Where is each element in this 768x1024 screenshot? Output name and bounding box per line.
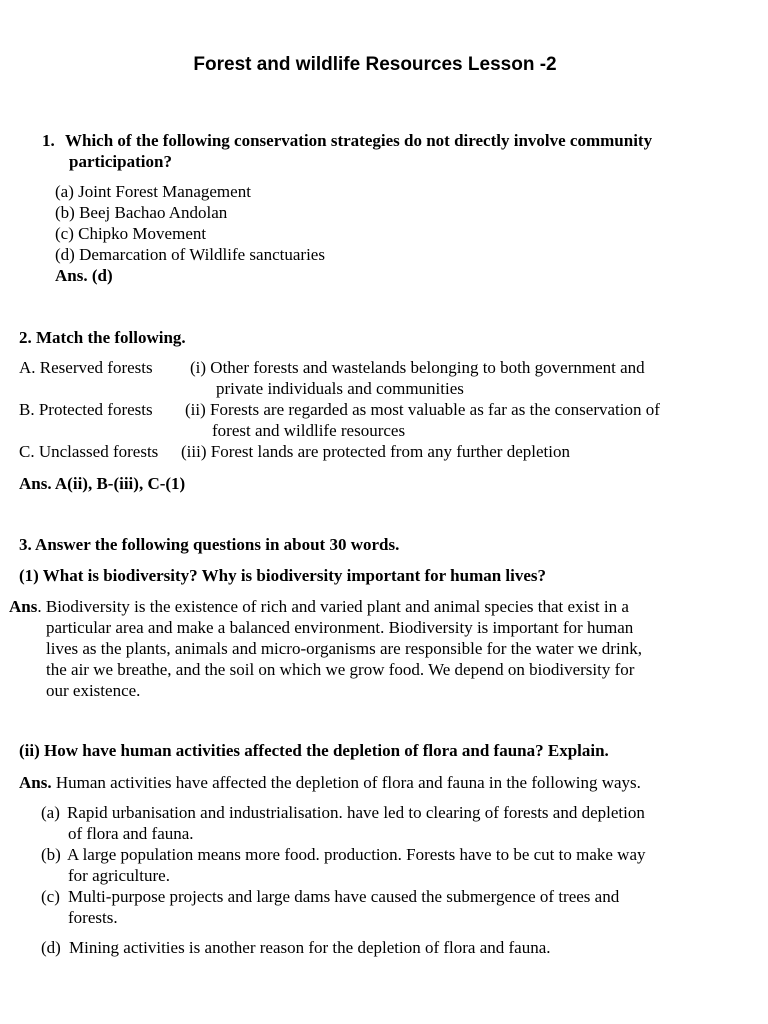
question-1-number: 1. — [42, 131, 55, 150]
point-c-line1: Multi-purpose projects and large dams have caused the submergence of trees and — [68, 887, 620, 906]
option-b: (b) Beej Bachao Andolan — [55, 203, 228, 222]
match-right-i-cont: private individuals and communities — [216, 379, 464, 398]
point-a-label: (a) — [41, 803, 60, 822]
question-2-heading: 2. Match the following. — [19, 328, 186, 347]
sub1-answer-line2: particular area and make a balanced environment. Biodiversity is important for human — [46, 618, 634, 637]
sub2-answer-intro — [19, 772, 641, 793]
match-right-ii: (ii) Forests are regarded as most valuable as far as the conservation of — [185, 400, 660, 419]
point-b-label: (b) — [41, 845, 61, 864]
answer-label: Ans — [9, 597, 38, 616]
page-title: Forest and wildlife Resources Lesson -2 — [193, 54, 557, 75]
question-1-text-line2: participation? — [69, 152, 172, 171]
sub1-answer-line1 — [9, 596, 629, 617]
question-2-answer: Ans. A(ii), B-(iii), C-(1) — [19, 474, 186, 493]
question-3-heading: 3. Answer the following questions in about 30 words. — [19, 535, 400, 554]
answer-text: . Biodiversity is the existence of rich and varied plant and animal species that exist in a — [37, 597, 629, 616]
sub1-answer-line5: our existence. — [46, 681, 141, 700]
option-c: (c) Chipko Movement — [55, 224, 207, 243]
question-3-sub2: (ii) How have human activities affected the depletion of flora and fauna? Explain. — [19, 741, 609, 760]
point-d-label: (d) — [41, 938, 61, 957]
answer-label: Ans. — [19, 773, 52, 792]
question-1-text-line1: Which of the following conservation strategies do not directly involve community — [65, 131, 653, 150]
sub1-answer-line4: the air we breathe, and the soil on which we grow food. We depend on biodiversity for — [46, 660, 635, 679]
point-c-label: (c) — [41, 887, 60, 906]
option-d: (d) Demarcation of Wildlife sanctuaries — [55, 245, 325, 264]
point-d-line1: Mining activities is another reason for the depletion of flora and fauna. — [69, 938, 551, 957]
option-a: (a) Joint Forest Management — [55, 182, 251, 201]
point-c-line2: forests. — [68, 908, 118, 927]
question-1-answer: Ans. (d) — [55, 266, 113, 285]
answer-text: Human activities have affected the depletion of flora and fauna in the following ways. — [51, 773, 641, 792]
point-a-line1: Rapid urbanisation and industrialisation. have led to clearing of forests and depletion — [67, 803, 645, 822]
point-b-line2: for agriculture. — [68, 866, 170, 885]
match-left-c: C. Unclassed forests — [19, 442, 159, 461]
match-right-iii: (iii) Forest lands are protected from any further depletion — [181, 442, 570, 461]
match-right-i: (i) Other forests and wastelands belonging to both government and — [190, 358, 645, 377]
sub1-answer-line3: lives as the plants, animals and micro-organisms are responsible for the water we drink, — [46, 639, 642, 658]
point-a-line2: of flora and fauna. — [68, 824, 194, 843]
match-left-b: B. Protected forests — [19, 400, 153, 419]
point-b-line1: A large population means more food. production. Forests have to be cut to make way — [67, 845, 646, 864]
match-right-ii-cont: forest and wildlife resources — [212, 421, 406, 440]
match-left-a: A. Reserved forests — [19, 358, 153, 377]
question-3-sub1: (1) What is biodiversity? Why is biodiversity important for human lives? — [19, 566, 547, 585]
